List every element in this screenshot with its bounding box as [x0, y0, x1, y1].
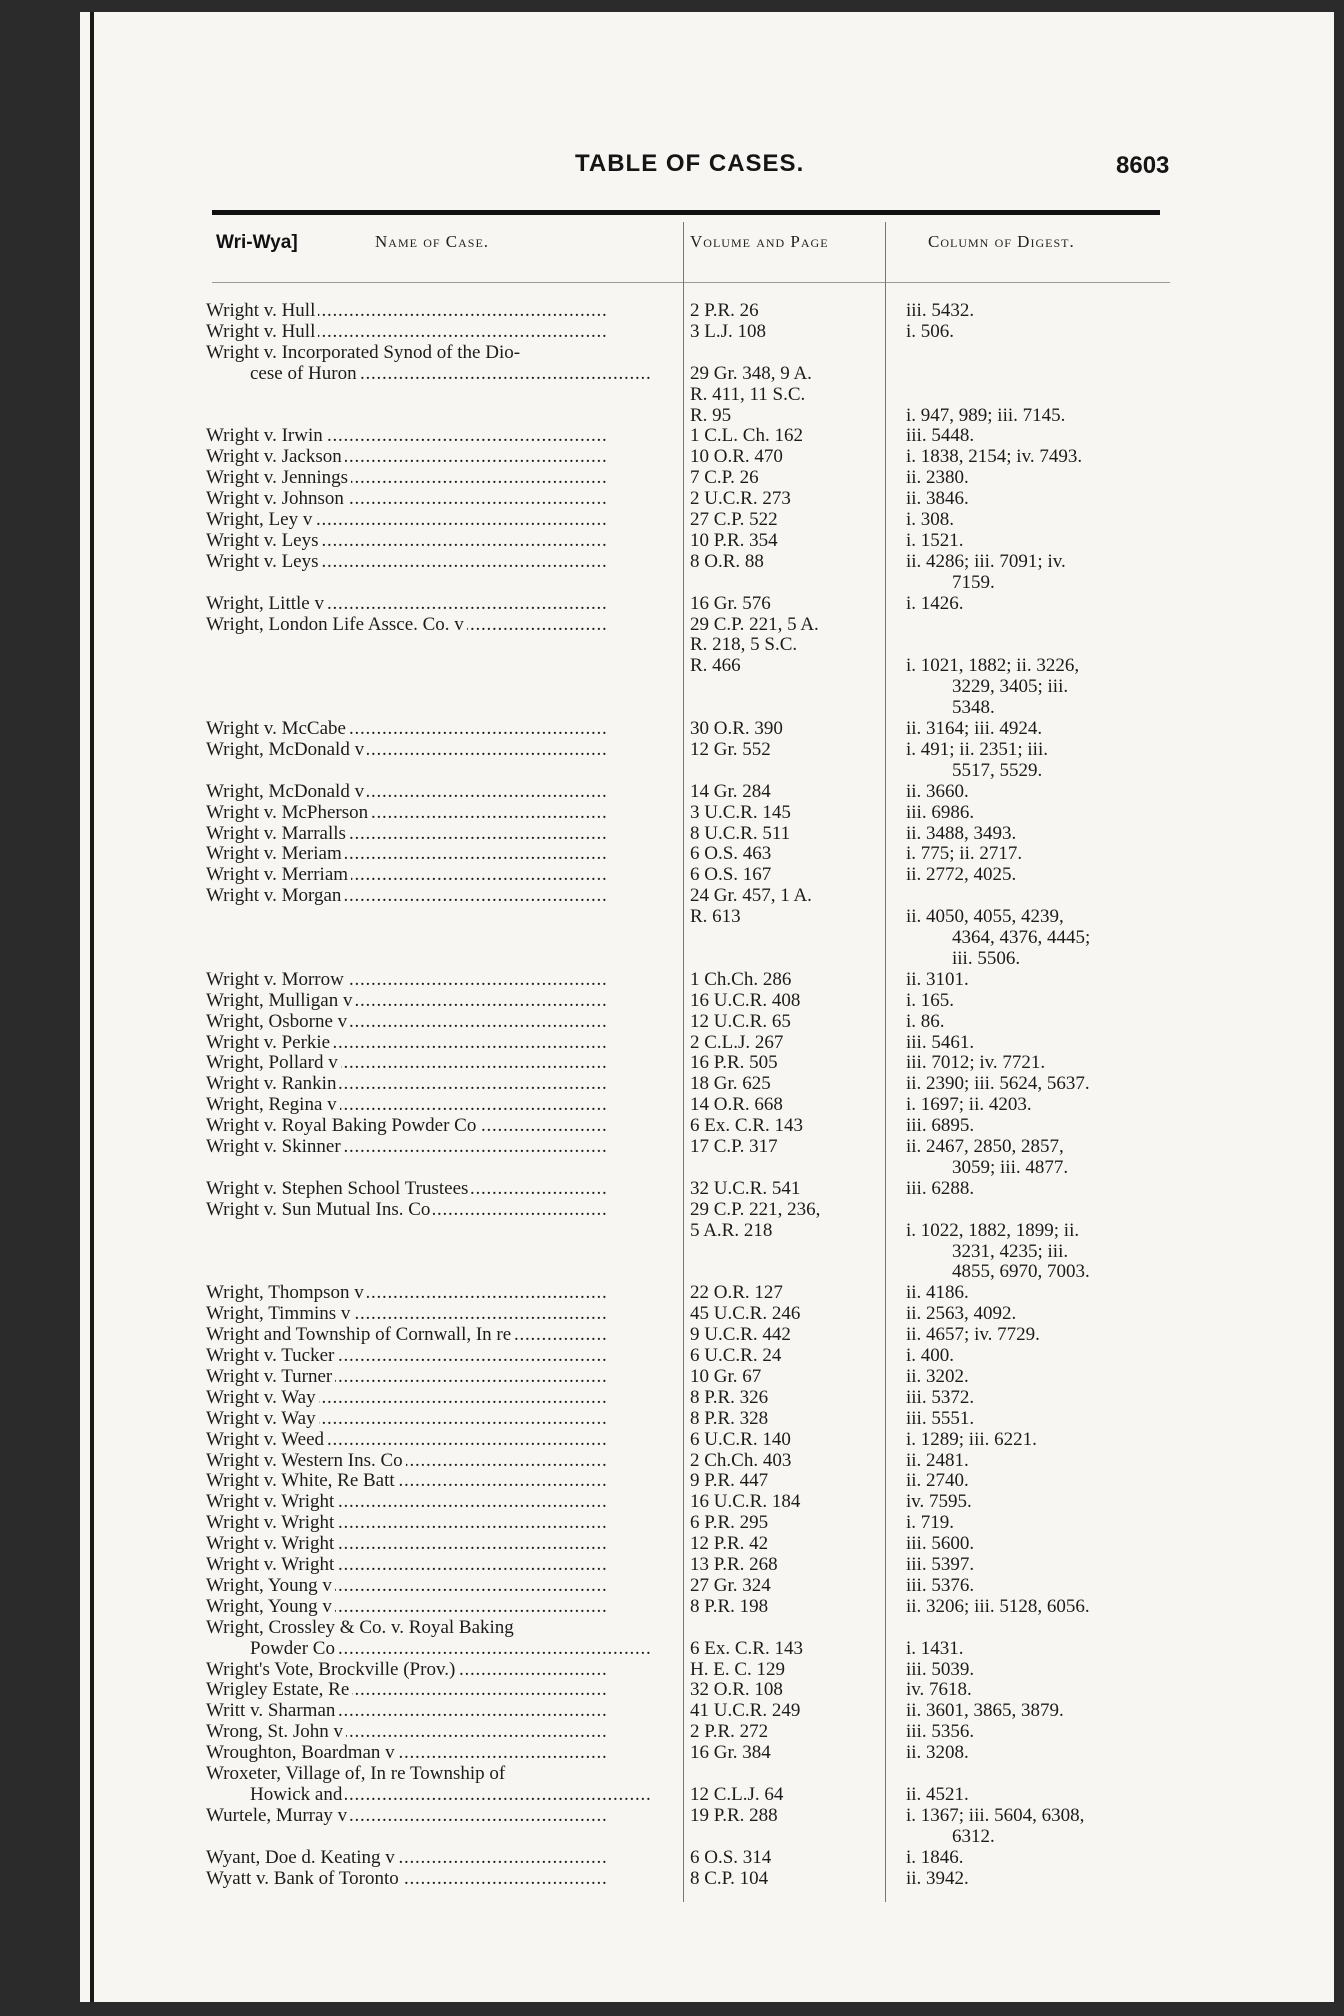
case-name [206, 969, 674, 990]
digest-column: iii. 5372. [906, 1386, 975, 1408]
case-name [206, 1868, 674, 1889]
volume-page: R. 95 [690, 404, 732, 426]
digest-column: i. 1022, 1882, 1899; ii. [906, 1219, 1080, 1241]
case-name-text: Wright v. Irwin [206, 425, 326, 446]
case-name [206, 1387, 674, 1408]
case-name-text: Wright v. Stephen School Trustees [206, 1178, 471, 1199]
volume-page: 2 P.R. 272 [690, 1721, 769, 1743]
case-name-text: Wroxeter, Village of, In re Township of [206, 1763, 508, 1784]
digest-column: ii. 3101. [906, 968, 969, 990]
case-name [206, 1178, 674, 1199]
case-name [206, 843, 674, 864]
volume-page: 14 O.R. 668 [690, 1094, 783, 1116]
digest-column: i. 775; ii. 2717. [906, 843, 1023, 865]
digest-column: i. 1289; iii. 6221. [906, 1428, 1037, 1450]
case-name-text: Wright v. Wright [206, 1533, 337, 1554]
case-name-text [206, 760, 209, 781]
case-name [206, 1011, 674, 1032]
digest-column: iii. 5356. [906, 1721, 975, 1743]
case-name-text: Wright v. Weed [206, 1429, 327, 1450]
case-name [206, 823, 674, 844]
volume-page: 10 O.R. 470 [690, 446, 783, 468]
case-name [206, 300, 674, 321]
digest-column: i. 1431. [906, 1637, 964, 1659]
case-name-text: Wright v. McCabe [206, 718, 349, 739]
volume-page: 7 C.P. 26 [690, 467, 759, 489]
case-name-text: Wyant, Doe d. Keating v [206, 1847, 398, 1868]
digest-column: iii. 5506. [952, 947, 1021, 969]
case-name [206, 1805, 674, 1826]
digest-column: i. 947, 989; iii. 7145. [906, 404, 1066, 426]
case-name [206, 1115, 674, 1136]
case-name-text: Wright v. Way [206, 1387, 319, 1408]
digest-column: ii. 4186. [906, 1282, 969, 1304]
case-name-text: Wright, Timmins v [206, 1303, 353, 1324]
digest-column: iii. 5600. [906, 1533, 975, 1555]
volume-page: 12 C.L.J. 64 [690, 1783, 784, 1805]
volume-page: 8 C.P. 104 [690, 1867, 769, 1889]
volume-page: 6 O.S. 167 [690, 864, 772, 886]
volume-page: 3 U.C.R. 145 [690, 801, 791, 823]
volume-page: 14 Gr. 284 [690, 780, 771, 802]
digest-column: i. 1367; iii. 5604, 6308, [906, 1804, 1085, 1826]
digest-column: i. 1697; ii. 4203. [906, 1094, 1032, 1116]
case-name-text: Wright, Young v [206, 1575, 335, 1596]
digest-column: 3229, 3405; iii. [952, 676, 1069, 698]
case-name-text: Wright, McDonald v [206, 781, 367, 802]
case-name [206, 1157, 674, 1178]
digest-column: ii. 3942. [906, 1867, 969, 1889]
case-name [206, 802, 674, 823]
case-name [206, 906, 674, 927]
case-name [206, 488, 674, 509]
volume-page: 6 O.S. 463 [690, 843, 772, 865]
volume-page: 17 C.P. 317 [690, 1136, 778, 1157]
volume-page: 1 Ch.Ch. 286 [690, 968, 792, 990]
case-name-text: Wright's Vote, Brockville (Prov.) [206, 1659, 458, 1680]
volume-page: 12 P.R. 42 [690, 1533, 769, 1555]
volume-page: R. 411, 11 S.C. [690, 383, 806, 405]
volume-page: 2 Ch.Ch. 403 [690, 1449, 792, 1471]
digest-column: ii. 2772, 4025. [906, 864, 1017, 886]
case-name-text: Wright v. Morgan [206, 885, 344, 906]
case-name [206, 1679, 674, 1700]
case-name [206, 593, 674, 614]
case-name-text [206, 927, 209, 948]
digest-column: iii. 5039. [906, 1658, 975, 1680]
volume-page: 29 C.P. 221, 236, [690, 1198, 821, 1220]
volume-page: 19 P.R. 288 [690, 1804, 778, 1826]
case-name [206, 1303, 674, 1324]
case-name [206, 634, 674, 655]
case-name [206, 1617, 674, 1638]
case-name-text [206, 906, 209, 927]
volume-page: 29 C.P. 221, 5 A. [690, 613, 819, 635]
digest-column: iii. 5448. [906, 425, 975, 447]
case-name-text [206, 384, 209, 405]
volume-page: 18 Gr. 625 [690, 1073, 771, 1095]
digest-column: i. 1521. [906, 529, 964, 551]
case-name [206, 1136, 674, 1157]
case-name [206, 1512, 674, 1533]
case-name-text: Wrong, St. John v [206, 1721, 346, 1742]
volume-page: 8 O.R. 88 [690, 550, 764, 572]
volume-page: 16 P.R. 505 [690, 1052, 778, 1074]
case-name [206, 1324, 674, 1345]
volume-page: 32 U.C.R. 541 [690, 1177, 801, 1199]
case-name-text: Wright, Ley v [206, 509, 315, 530]
volume-page: R. 466 [690, 655, 741, 677]
case-name-text: Wright v. Jackson [206, 446, 345, 467]
case-name [206, 405, 674, 426]
case-name-text: Wright v. Meriam [206, 843, 345, 864]
case-name-text: Wright v. Sun Mutual Ins. Co [206, 1199, 433, 1220]
case-name [206, 655, 674, 676]
volume-page: R. 218, 5 S.C. [690, 634, 798, 656]
digest-column: 3059; iii. 4877. [952, 1156, 1069, 1178]
case-name-text [206, 572, 209, 593]
digest-column: ii. 3846. [906, 488, 969, 510]
case-name [206, 572, 674, 593]
case-name-text: Wright v. Wright [206, 1512, 337, 1533]
digest-column: 6312. [952, 1825, 995, 1847]
volume-page: 29 Gr. 348, 9 A. [690, 362, 812, 384]
case-name [206, 1700, 674, 1721]
volume-page: H. E. C. 129 [690, 1658, 785, 1680]
case-name-text: Wright v. Tucker [206, 1345, 337, 1366]
digest-column: iv. 7595. [906, 1491, 972, 1513]
case-name-text [206, 676, 209, 697]
case-name [206, 530, 674, 551]
digest-column: i. 308. [906, 509, 955, 530]
digest-column: ii. 3206; iii. 5128, 6056. [906, 1595, 1090, 1617]
digest-column: iv. 7618. [906, 1679, 972, 1701]
volume-page: 16 U.C.R. 408 [690, 989, 801, 1011]
case-name [206, 551, 674, 572]
case-name-text [206, 405, 209, 426]
case-name [206, 718, 674, 739]
case-name-text: Wright v. Royal Baking Powder Co [206, 1115, 479, 1136]
case-name-text: Wright v. Leys [206, 530, 322, 551]
digest-column: 4855, 6970, 7003. [952, 1261, 1090, 1283]
case-name-text: Wurtele, Murray v [206, 1805, 350, 1826]
digest-column: i. 491; ii. 2351; iii. [906, 738, 1048, 760]
case-name-text: Powder Co [250, 1638, 338, 1659]
volume-page: 5 A.R. 218 [690, 1219, 773, 1241]
volume-page: 24 Gr. 457, 1 A. [690, 885, 812, 907]
case-name-text: Wright v. Perkie [206, 1032, 333, 1053]
digest-column: ii. 4657; iv. 7729. [906, 1324, 1040, 1346]
case-name-text [206, 634, 209, 655]
digest-column: i. 1426. [906, 592, 964, 614]
case-name [206, 1826, 674, 1847]
case-name-text: Wright, Regina v [206, 1094, 340, 1115]
case-name [206, 781, 674, 802]
volume-page: 9 P.R. 447 [690, 1470, 769, 1492]
case-name-text: Wright v. Hull [206, 321, 318, 342]
volume-page: 16 Gr. 384 [690, 1742, 771, 1764]
digest-column: ii. 2467, 2850, 2857, [906, 1136, 1064, 1157]
case-name-text: Wright v. Johnson [206, 488, 347, 509]
case-name-text: Wyatt v. Bank of Toronto [206, 1868, 402, 1889]
digest-column: ii. 3660. [906, 780, 969, 802]
volume-page: 10 Gr. 67 [690, 1365, 762, 1387]
case-name-text: Wright, Pollard v [206, 1052, 341, 1073]
case-name [206, 990, 674, 1011]
digest-column: i. 1021, 1882; ii. 3226, [906, 655, 1080, 677]
volume-page: R. 613 [690, 906, 741, 928]
case-name [206, 1721, 674, 1742]
case-name [206, 676, 674, 697]
page-number: 8603 [1116, 152, 1170, 179]
digest-column: ii. 3601, 3865, 3879. [906, 1700, 1064, 1722]
case-name [206, 509, 674, 530]
case-name [206, 1450, 674, 1471]
case-name [206, 739, 674, 760]
case-name-text: Wright v. Morrow [206, 969, 347, 990]
digest-column: iii. 6288. [906, 1177, 975, 1199]
digest-column: i. 165. [906, 989, 955, 1011]
case-name [206, 1220, 674, 1241]
case-name [206, 1073, 674, 1094]
case-name [206, 760, 674, 781]
volume-page: 16 U.C.R. 184 [690, 1491, 801, 1513]
digest-column: i. 506. [906, 320, 955, 342]
digest-column: ii. 4521. [906, 1783, 969, 1805]
volume-page: 2 P.R. 26 [690, 300, 759, 321]
digest-column: i. 86. [906, 1010, 945, 1032]
alpha-range: Wri-Wya] [216, 232, 298, 253]
case-name-text [206, 1157, 209, 1178]
case-name [206, 1763, 674, 1784]
digest-column: iii. 5551. [906, 1407, 975, 1429]
case-name-text [206, 1826, 209, 1847]
gutter-line [90, 12, 94, 2002]
digest-column: 4364, 4376, 4445; [952, 927, 1091, 948]
case-name-text: Writt v. Sharman [206, 1700, 338, 1721]
header-rule [212, 210, 1160, 215]
volume-page: 22 O.R. 127 [690, 1282, 783, 1304]
digest-column: iii. 6895. [906, 1115, 975, 1137]
case-name [206, 1408, 674, 1429]
volume-page: 1 C.L. Ch. 162 [690, 425, 803, 447]
case-name-text: Wright and Township of Cornwall, In re [206, 1324, 514, 1345]
digest-column: ii. 2481. [906, 1449, 969, 1471]
case-name-text: Wright v. Merriam [206, 864, 351, 885]
digest-column: ii. 3202. [906, 1365, 969, 1387]
volume-page: 32 O.R. 108 [690, 1679, 783, 1701]
case-name-text: cese of Huron [250, 363, 360, 384]
case-name-text: Wright v. Way [206, 1408, 319, 1429]
volume-page: 16 Gr. 576 [690, 592, 771, 614]
case-name [206, 697, 674, 718]
volume-page: 8 P.R. 326 [690, 1386, 769, 1408]
case-name [206, 1241, 674, 1262]
case-name [206, 321, 674, 342]
digest-column: iii. 5432. [906, 300, 975, 321]
case-name [206, 446, 674, 467]
case-name [206, 467, 674, 488]
volume-page: 6 U.C.R. 140 [690, 1428, 791, 1450]
volume-page: 27 C.P. 522 [690, 509, 778, 530]
case-name [206, 425, 674, 446]
digest-column: i. 400. [906, 1345, 955, 1366]
digest-column: 5517, 5529. [952, 759, 1043, 781]
digest-column: ii. 3208. [906, 1742, 969, 1764]
volume-page: 10 P.R. 354 [690, 529, 778, 551]
digest-column: iii. 5397. [906, 1554, 975, 1575]
volume-page: 27 Gr. 324 [690, 1574, 771, 1596]
case-name [250, 363, 718, 384]
case-name [206, 1429, 674, 1450]
case-name [206, 1282, 674, 1303]
case-name-text: Wright v. Wright [206, 1554, 337, 1575]
column-header-digest: Column of Digest. [928, 232, 1075, 251]
digest-column: i. 1838, 2154; iv. 7493. [906, 446, 1083, 468]
case-name-text: Wrigley Estate, Re [206, 1679, 352, 1700]
case-name-text: Howick and [250, 1784, 345, 1805]
case-name-text: Wright, London Life Assce. Co. v [206, 614, 467, 635]
column-header-name: Name of Case. [375, 232, 490, 251]
case-name-text: Wright, Young v [206, 1596, 335, 1617]
digest-column: ii. 4050, 4055, 4239, [906, 906, 1064, 928]
digest-column: ii. 2563, 4092. [906, 1303, 1017, 1325]
case-name [206, 1261, 674, 1282]
digest-column: iii. 6986. [906, 801, 975, 823]
column-header-rule [212, 282, 1170, 283]
column-header-volume: Volume and Page [690, 232, 829, 251]
case-name [250, 1638, 718, 1659]
volume-page: 6 Ex. C.R. 143 [690, 1115, 803, 1137]
digest-column: ii. 2380. [906, 467, 969, 489]
case-name [206, 1742, 674, 1763]
case-name-text [206, 1241, 209, 1262]
case-name [206, 1491, 674, 1512]
case-name-text: Wright, Thompson v [206, 1282, 367, 1303]
volume-page: 6 O.S. 314 [690, 1846, 772, 1868]
digest-column: ii. 4286; iii. 7091; iv. [906, 550, 1066, 572]
case-name [206, 1199, 674, 1220]
volume-page: 2 U.C.R. 273 [690, 488, 791, 510]
volume-page: 12 Gr. 552 [690, 738, 771, 760]
case-name-text: Wright v. Wright [206, 1491, 337, 1512]
column-divider [885, 222, 886, 1902]
case-name-text: Wright v. McPherson [206, 802, 371, 823]
digest-column: i. 1846. [906, 1846, 964, 1868]
case-name-text: Wright, McDonald v [206, 739, 367, 760]
digest-column: ii. 3488, 3493. [906, 822, 1017, 844]
case-name [206, 1366, 674, 1387]
case-name-text: Wright v. Marralls [206, 823, 349, 844]
volume-page: 13 P.R. 268 [690, 1554, 778, 1575]
digest-column: ii. 2740. [906, 1470, 969, 1492]
case-name-text: Wroughton, Boardman v [206, 1742, 398, 1763]
case-name [206, 864, 674, 885]
digest-column: 5348. [952, 697, 995, 719]
case-name [206, 1470, 674, 1491]
case-name [206, 1345, 674, 1366]
case-name [206, 614, 674, 635]
digest-column: iii. 5376. [906, 1574, 975, 1596]
digest-column: iii. 5461. [906, 1031, 975, 1053]
volume-page: 8 P.R. 198 [690, 1595, 769, 1617]
digest-column: 7159. [952, 571, 995, 593]
case-name [206, 384, 674, 405]
volume-page: 2 C.L.J. 267 [690, 1031, 784, 1053]
case-name-text [206, 1261, 209, 1282]
volume-page: 30 O.R. 390 [690, 718, 783, 739]
case-name [206, 342, 674, 363]
case-name-text: Wright, Mulligan v [206, 990, 355, 1011]
case-name-text: Wright v. Western Ins. Co [206, 1450, 406, 1471]
digest-column: ii. 2390; iii. 5624, 5637. [906, 1073, 1090, 1095]
volume-page: 6 P.R. 295 [690, 1512, 769, 1534]
case-name [206, 1533, 674, 1554]
case-name [206, 1554, 674, 1575]
digest-column: i. 719. [906, 1512, 955, 1534]
case-name-text [206, 697, 209, 718]
case-name [250, 1784, 718, 1805]
case-name [206, 1847, 674, 1868]
volume-page: 3 L.J. 108 [690, 320, 766, 342]
volume-page: 6 U.C.R. 24 [690, 1345, 782, 1366]
volume-page: 12 U.C.R. 65 [690, 1010, 791, 1032]
case-name-text: Wright v. Leys [206, 551, 322, 572]
case-name [206, 1094, 674, 1115]
case-name-text: Wright, Crossley & Co. v. Royal Baking [206, 1617, 517, 1638]
digest-column: iii. 7012; iv. 7721. [906, 1052, 1046, 1074]
case-name [206, 1052, 674, 1073]
case-name-text: Wright, Osborne v [206, 1011, 350, 1032]
case-name [206, 1659, 674, 1680]
volume-page: 8 U.C.R. 511 [690, 822, 791, 844]
case-name-text [206, 948, 209, 969]
case-name [206, 927, 674, 948]
volume-page: 8 P.R. 328 [690, 1407, 769, 1429]
case-name-text: Wright, Little v [206, 593, 327, 614]
case-name-text: Wright v. Skinner [206, 1136, 344, 1157]
case-name [206, 1575, 674, 1596]
volume-page: 41 U.C.R. 249 [690, 1700, 801, 1722]
case-name-text: Wright v. White, Re Batt [206, 1470, 398, 1491]
case-name-text: Wright v. Incorporated Synod of the Dio- [206, 342, 523, 363]
case-name-text: Wright v. Rankin [206, 1073, 339, 1094]
case-name-text: Wright v. Jennings [206, 467, 351, 488]
volume-page: 45 U.C.R. 246 [690, 1303, 801, 1325]
case-name-text [206, 655, 209, 676]
volume-page: 9 U.C.R. 442 [690, 1324, 791, 1346]
volume-page: 6 Ex. C.R. 143 [690, 1637, 803, 1659]
case-name [206, 1596, 674, 1617]
case-name [206, 948, 674, 969]
page-title: TABLE OF CASES. [575, 150, 805, 177]
case-name-text: Wright v. Turner [206, 1366, 335, 1387]
digest-column: 3231, 4235; iii. [952, 1240, 1069, 1262]
digest-column: ii. 3164; iii. 4924. [906, 718, 1043, 739]
case-name [206, 1032, 674, 1053]
case-name [206, 885, 674, 906]
case-name-text: Wright v. Hull [206, 300, 318, 321]
case-name-text [206, 1220, 209, 1241]
